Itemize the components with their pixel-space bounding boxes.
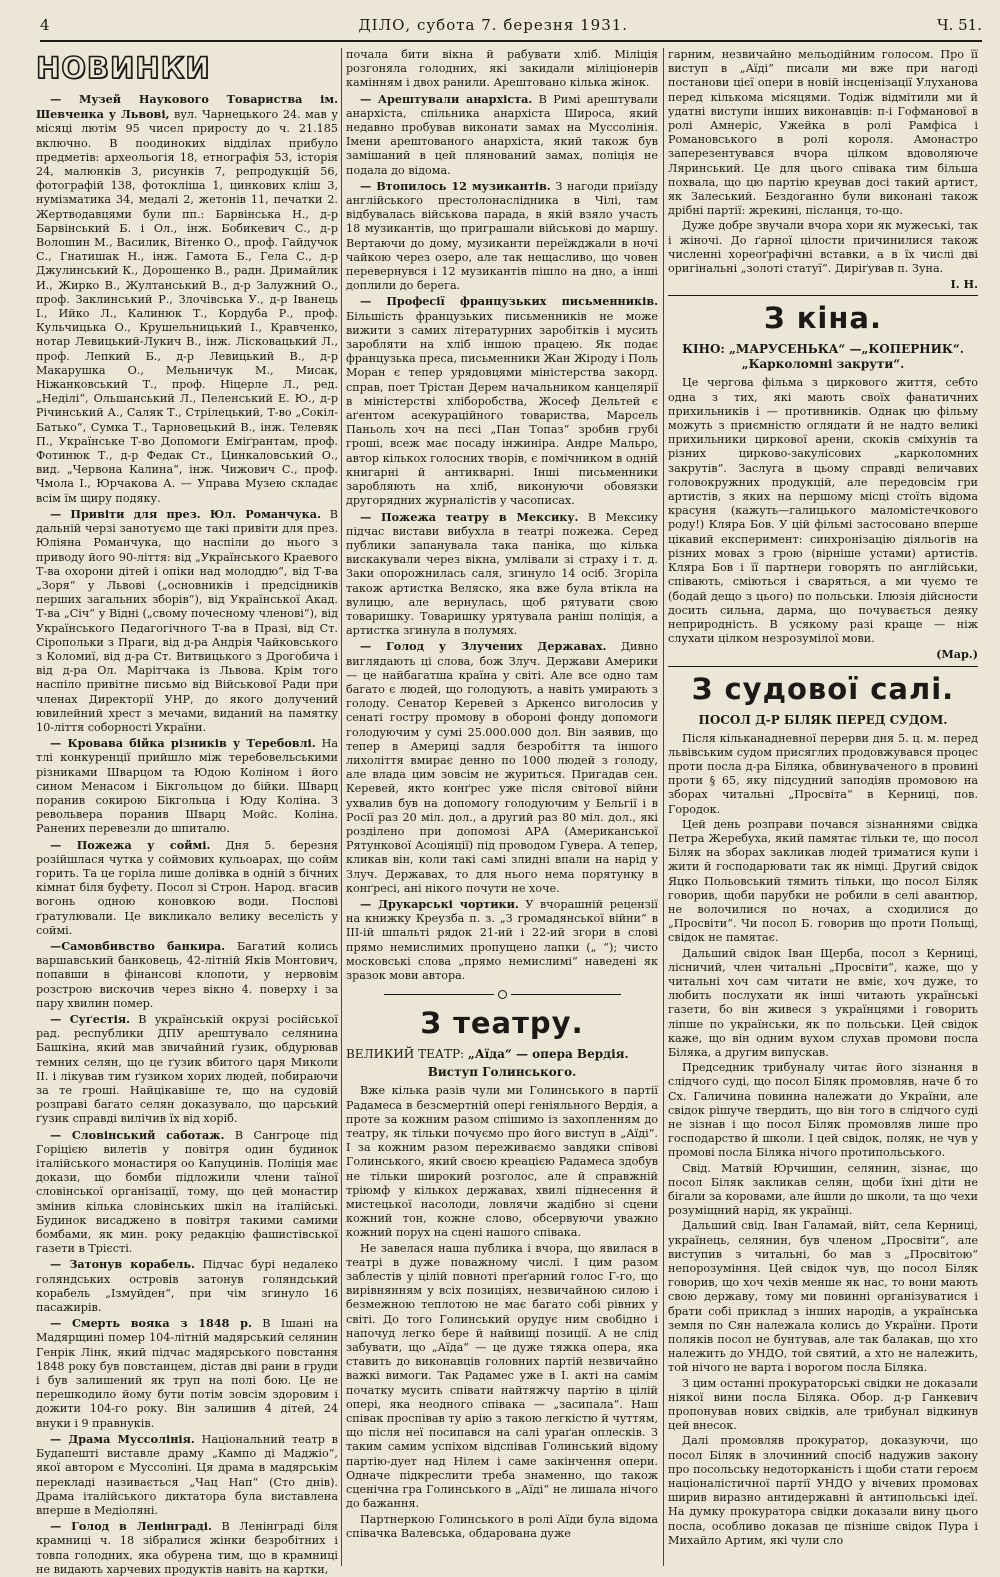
- court-subheading: ПОСОЛ Д-Р БІЛЯК ПЕРЕД СУДОМ.: [698, 712, 948, 727]
- article-paragraph: Дальший свід. Іван Галамай, війт, села Керниці, українець, селянин, був членом „Просвіти“, але виступив з читальні, бо мав з „Просвітою“ непорозуміння. Цей свідок чув, що посол Біляк говорив, що хоч чехів менше як нас, то вони мають свою державу, тому ми повинні організуватися і брати собі приклад з інших народів, а українська земля по Сян належала колись до України. Проти поляків посол не бунтував, але так балакав, що хто належить до УНДО, той святий, а хто не належить, той нічого не варта і ворогом посла Біляка.: [668, 1219, 978, 1375]
- cinema-title-lead: КІНО:: [682, 342, 725, 357]
- article-lead: — Професії французьких письменників.: [360, 294, 658, 309]
- page-number: 4: [40, 16, 50, 34]
- article-paragraph: [36, 1432, 338, 1518]
- article-lead: — Пожежа театру в Мексику.: [360, 509, 579, 524]
- theatre-review: [346, 1084, 658, 1541]
- article-paragraph: З цим останні прокураторські свідки не доказали ніякої вини посла Біляка. Обор. д-р Ганкевич пропонував нових свідків, але трибунал відкинув цей внесок.: [668, 1376, 978, 1433]
- article-lead: — Драма Муссолінія.: [50, 1431, 195, 1446]
- article-lead: — Музей Наукового Товариства ім. Шевченка у Львові,: [36, 92, 338, 122]
- article-paragraph: Председник трибуналу читає його зізнання в слідчого суді, що посол Біляк промовляв, наче б то Сх. Галичина повинна належати до України, але свідок рішуче твердить, що він того в слідчого суді не зізнав і що посол Біляк промовляв лише про господарство й школи. І цей свідок, поляк, не чув у промові посла Біляка нічого протипольського.: [668, 1061, 978, 1160]
- article-lead: — Пожежа у соймі.: [50, 837, 211, 852]
- theatre-signature: І. Н.: [950, 277, 978, 292]
- article-paragraph: Далі промовляв прокуратор, доказуючи, що посол Біляк в злочинний спосіб надужив закону про посольську недоторканість і щоби стати героєм націоналістичної партії УНДО у вічевих промовах ширив виразно антидержавні й антипольські ідеї. На думку прокуратора свідки доказали вину цього посла, особливо доказав це пізніше свідок Пура і Михайло Артим, які чули сло: [668, 1434, 978, 1547]
- article-paragraph: [36, 92, 338, 506]
- article-paragraph: [36, 507, 338, 735]
- article-text: З нагоди приїзду англійського престолонаслідника в Чілі, там відбувалась військова парада, в якій взяло участь 18 музикантів, що приграшали військові до маршу. Вертаючи до дому, музиканти переїжджали в ночі чайкою через озеро, але так нещасливо, що човен перевернувся і 12 музикантів пішло на дно, а інші доплили до берега.: [346, 179, 658, 293]
- article-lead: — Втопилось 12 музикантів.: [360, 178, 551, 193]
- cinema-signature: (Мар.): [936, 647, 978, 662]
- column-rule: [341, 48, 342, 1566]
- article-lead: — Друкарські чортики.: [360, 896, 519, 911]
- article-lead: — Суґестія.: [50, 1012, 131, 1026]
- cinema-title-text: „МАРУСЕНЬКА“ —„КОПЕРНИК“. „Карколомні закрути“.: [729, 342, 964, 372]
- article-paragraph: [36, 838, 338, 938]
- cinema-review: [668, 376, 978, 646]
- article-paragraph: [36, 1257, 338, 1315]
- separator: [668, 295, 978, 296]
- separator: [668, 666, 978, 667]
- article-lead: — Смерть вояка з 1848 р.: [50, 1316, 252, 1331]
- article-paragraph: Це чергова фільма з циркового життя, себто одна з тих, які мають своїх фанатичних прихильників і — противників. Однак цю фільму можуть з приємністю оглядати й не надто великі прихильники циркової арени, скоків сміхунів та різних цирково-закулісових „карколомних закрутів“. Заслуга в цьому справді величавих головокружних продукцій, але передовсім гри артистів, з яких на першому місці стоїть відома красуня (кажуть—галицького маломістечкового роду!) Кляра Бов. У цій фільмі застосовано вперше цікавий експеримент: синхронізацію діяльогів на різних мовах з грою (вірніше устами) артистів. Кляра Бов і її партнери говорять по англійськи, співають, сміються і сваряться, а ми чуємо те (бодай дещо з цього) по польськи. Ілюзія дійсности досить сильна, дарма, що почувається деяку неприродність. В усякому разі краще — ніж слухати цілком незрозумілої мови.: [668, 376, 978, 646]
- article-paragraph: Цей день розправи почався зізнаннями свідка Петра Жеребуха, який памятає тільки те, що посол Біляк на зборах закликав людей триматися купи і жити й господарювати так як німці. Другий свідок Яцко Польовський тямить тільки, що посол Біляк говорив, щоби парубки не робили в селі авантюр, не волочилися по ночах, а сходилися до „Просвіти“. Чи посол Б. говорив що проти Польщі, свідок не памятає.: [668, 817, 978, 945]
- article-paragraph: Дальший свідок Іван Щерба, посол з Керниці, лісничий, член читальні „Просвіти“, каже, що у читальні хоч сам читати не вміє, хоч дуже, то любить послухати як інші читають українські газети, бо він живеся з українцями і говорить ліпше по українськи, як по польськи. Цей свідок каже, що він одним вухом слухав промови посла Біляка, а другим випускав.: [668, 946, 978, 1059]
- article-lead: — Голод у Злучених Державах.: [360, 639, 607, 654]
- article-lead: — Словінський саботаж.: [50, 1127, 225, 1142]
- article-text: Більшість французьких письменників не може вижити з самих літературних заробітків і мусить заробляти на хліб іншою працею. Як подає французька преса, письменники Жан Жіроду і Поль Моран є тепер урядовцями міністерства закорд. справ, поет Трістан Дерем начальником канцелярії в міністерстві хліборобства, Жосеф Дельтей є аґентом асекураційного товариства, Марсель Паньоль хоч на пєсі „Пан Топаз“ зробив грубі гроші, всеж має посаду інжиніра. Андре Мальро, автор кількох голосних творів, є помічником в одній книгарні й антикварні. Інші письменники заробляють на хліб, виконуючи обовязки другорядних журналістів у часописах.: [346, 309, 658, 508]
- column-rule: [663, 48, 664, 1566]
- court-report: [668, 732, 978, 1549]
- article-text: В українській окрузі російської рад. республики ДПУ арештувало селянина Башкіна, який мав звичайний ґузик, обдурював темних селян, що це ґузик вбитого царя Миколи II. і лікував тим ґузиком хорих людей, побираючи за те гроші. Найцікавіше те, що на судовій розправі багато селян доказувало, що царський ґузик справді вилічив їх від хоріб.: [36, 1013, 338, 1126]
- article-text: В Мексику підчас вистави вибухла в театрі пожежа. Серед публики запанувала така паніка, що кілька вискакували через вікна, умлівали зі страху і т. д. Заки опорожнилась саля, згинуло 14 осіб. Згоріла також артистка Веляско, яка вже була втікла на вулицю, але вернулась, щоб рятувати свою товаришку. Товаришку урятувала раніш поліція, а артистка згинула в полумях.: [346, 510, 658, 638]
- article-paragraph: [346, 510, 658, 639]
- article-text: Багатий колись варшавський банковець, 42-літній Яків Монтович, попавши в фінансові клопоти, у нервовім розстрою вискочив через вікно 4. поверху і за пару хвилин помер.: [36, 939, 338, 1010]
- article-paragraph: [346, 92, 658, 178]
- theatre-stage-line: [346, 1047, 658, 1062]
- article-paragraph: Не завелася наша публика і вчора, що явилася в театрі в дуже поважному числі. І цим разом заблестів у цілій повноті преґарний голос Г-го, що вирівнянням у всіх позиціях, незвичайною силою і безмежною теплотою не має багато собі рівних у світі. До того Голинський орудує ним свобідно і напочуд легко бере й найвищі позиції. А не слід забувати, що „Аїда“ — це дуже тяжка опера, яка ставить до виконавців головних партій незвичайно важкі вимоги. Так Радамес уже в І. акті на самім початку мусить співати найтяжчу партію в цілій опері, яка неодного співака — „засипала“. Наш співак проспівав ту арію з такою легкістю й чуттям, що після неї посипався на салі ураґан оплесків. З таким самим успіхом відспівав Голинський відому партію-дует над Нілем і саме закінчення опери. Одначе підкреслити треба знаменно, що також сценічна гра Голинського в „Аїді“ не лишала нічого до бажання.: [346, 1241, 658, 1511]
- article-text: На тлі конкуренції прийшло між теребовельськими різниками Шварцом та Юдою Коліном і його сином Менасом і Бікгольцом до бійки. Шварц поранив сокирою Бікгольца і Юду Коліна. З револьвера поранив Шварц Мойс. Коліна. Ранених перевезли до шпиталю.: [36, 737, 338, 836]
- article-text: вул. Чарнецького 24. мав у місяці лютім 95 чисел приросту до ч. 21.185 включно. В поодиноких відділах прибуло предметів: археольогія 18, етнографія 53, історія 24, малюнків 3, рисунків 7, репродукцій 56, фотографій 138, фотокліша 1, цинкових кліш 3, нумізматика 34, медалі 2, жетонів 11, печатки 2. Жертводавцями були пп.: Барвінська Н., д-р Барвінський Б. і Ол., інж. Бобикевич С., д-р Волошин М., Василик, Вітенко О., проф. Гайдучок С., Гнатишак Н., інж. Гамота Б., Гела С., д-р Джулинський К., Дорошенко В., радн. Дримайлик И., Жирко В., Жултанський В., д-р Залужний О., проф. Заклинський Р., Злочівська У., д-р Іванець І., Ийко Л., Калинюк Т., Кордуба Р., проф. Кульчицька О., Крушельницький І., Кравченко, нотар Левицький-Лукич В., інж. Лісковацький Л., проф. Лепкий Б., д-р Левицький В., д-р Макарушка О., Мельничук М., Мисак, Ніжанковський Т., проф. Ніцерле Л., ред. „Неділі“, Ольшанський Л., Пеленський Е. Ю., д-р Річинський А., Саляк Т., Стрілецький, Т-во „Сокіл-Батько“, Сумка Т., Тарновецький В., інж. Телевяк П., Українське Т-во Допомоги Еміґрантам, проф. Фотинюк Т., д-р Федак Ст., Цинкаловський О., вид. „Червона Калина“, інж. Чижович С., проф. Чмола І., Юрчакова А. — Управа Музею складає всім їм щиру подяку.: [36, 108, 338, 505]
- article-text: В Ленінграді біля крамниці ч. 18 зібралися жінки безробітних і товпа голодних, яка обурена тим, що в крамниці не видають харчевих продуктів навіть на картки,: [36, 1520, 338, 1576]
- article-lead: — Арештували анархіста.: [360, 91, 533, 106]
- article-paragraph: [346, 897, 658, 983]
- article-paragraph: [36, 1316, 338, 1431]
- masthead: [40, 10, 982, 42]
- article-paragraph: Дуже добре звучали вчора хори як мужеські, так і жіночі. До ґарної цілости причинилися також численні хореоґрафічні вставки, а в їх числі дві оригінальні „золоті статуї“. Диріґував п. Зуна.: [668, 219, 978, 276]
- article-paragraph: [346, 48, 658, 91]
- theatre-work: „Аїда“ — опера Вердія.: [467, 1047, 629, 1062]
- issue-number: Ч. 51.: [936, 16, 982, 34]
- article-text: В Ішані на Мадярщині помер 104-літній мадярський селянин Генрік Лінк, який підчас мадярського повстання 1848 року був повстанцем, дістав дві рани в груди і був залишений як труп на полі бою. Це не перешкодило йому бути потім зовсім здоровим і дожити 104-го року. Він залишив 4 дітей, 24 внуки і 9 правнуків.: [36, 1317, 338, 1430]
- article-paragraph: [36, 1012, 338, 1127]
- article-text: Національний театр в Будапешті виставле драму „Кампо ді Маджіо“, якої автором є Муссоліні. Ця драма в мадярськім перекладі називається „Чац Нап“ (Сто днів). Драма італійського диктатора була виставлена вперше в Медіоляні.: [36, 1432, 338, 1517]
- masthead-title: ДІЛО, субота 7. березня 1931.: [358, 16, 629, 34]
- article-paragraph: Після кільканадневної перерви дня 5. ц. м. перед львівським судом присяглих продовжувався процес проти посла д-ра Біляка, обвинуваченого в провині проти § 65, яку підсудний заподіяв промовою на зборах читальні „Просвіта“ в Керниці, пов. Городок.: [668, 731, 978, 816]
- column-news: [36, 48, 338, 1576]
- article-text: В Римі арештували анархіста, спільника анархіста Широса, який недавно пробував виконати замах на Муссолінія. Імени арештованого анархіста, який також був замішаний в цей плянований замах, поліція не подала до відома.: [346, 92, 659, 177]
- article-text: В дальній черзі занотуємо ще такі привіти для през. Юліяна Романчука, що наспіли до нього з приводу його 90-ліття: від „Українського Краевого Т-ва охорони дітей і опіки над молоддю“, від Т-ва „Зоря“ у Львові („основників і предсідників перших загальних зборів“), від Української Акад. Т-ва „Січ“ у Відні („свому почесному членові“), від Українського Педагогічного Т-ва в Празі, від Ст. Сіропольки з Праги, від д-ра Андрія Чайковського з Коломиї, від д-ра Ст. Витвицького з Дрогобича і від д-ра Ол. Марітчака із Львова. Крім того наспіло привітне письмо від Військової Ради при членах Директорії УНР, до якого долучений ювилейний хрест з мечами, виданий на памятку 10-ліття соборності України.: [36, 507, 338, 734]
- article-text: почала бити вікна й рабувати хліб. Міліція розгоняла голодних, які закидали міліціонерів камінням і двох ранили. Арештовано кілька жінок.: [346, 48, 658, 90]
- article-paragraph: гарним, незвичайно мельодійним голосом. Про її виступ в „Аїді“ писали ми вже при нагоді постанови цієї опери в новій інсценізації Улуханова перед кількома місяцями. Тодіж відмітили ми й удатні виступи інших виконавців: п-і Гофманової в ролі Амнеріс, Ужейка в ролі Рамфіса і Романовського в ролі короля. Амонастро заперезентувався вчора цілком вдоволяюче Ляринський. Це для цього співака тим більша похвала, що цю партію креував досі такий артист, як Залеський. Бездоганно були виконані також дрібні партії: жрекині, післанця, то-що.: [668, 48, 978, 218]
- article-paragraph: [36, 1519, 338, 1577]
- article-paragraph: [36, 1128, 338, 1257]
- article-paragraph: Партнеркою Голинського в ролі Аїди була відома співачка Валевська, обдарована дуже: [346, 1512, 658, 1540]
- theatre-subtitle: Виступ Голинського.: [427, 1065, 577, 1080]
- theatre-heading: З театру.: [420, 1006, 584, 1041]
- news-list: [36, 92, 338, 1577]
- column-right: [668, 48, 978, 1566]
- theatre-stage: ВЕЛИКИЙ ТЕАТР:: [346, 1047, 465, 1062]
- news-heading: НОВИНКИ: [36, 51, 211, 85]
- news-list-continued: [346, 48, 658, 983]
- article-paragraph: Свід. Матвій Юрчишин, селянин, зізнає, що посол Біляк закликав селян, щоби їхні діти не бігали за коровами, але йшли до школи, та що чехи розуміщний нарід, як українці.: [668, 1161, 978, 1218]
- article-lead: — Затонув корабель.: [50, 1257, 195, 1272]
- article-lead: — Голод в Ленінграді.: [50, 1519, 212, 1534]
- cinema-title: [668, 342, 978, 372]
- column-middle: [346, 48, 658, 1566]
- theatre-review-continued: [668, 48, 978, 276]
- article-text: В Сангроце під Горіцією вилетів у повітря один будинок італійського монастиря оо Капуцинів. Поліція має докази, що бомби підложили члени таїної словінської організації, тому, що цей монастир змінив кілька словінських шкіл на італійські. Будинок висаджено в повітря такими самими бомбами, як мин. року редакцію фашистівської газети в Трієсті.: [36, 1128, 338, 1256]
- article-lead: — Привіти для през. Юл. Романчука.: [50, 506, 321, 521]
- article-paragraph: [36, 939, 338, 1011]
- article-paragraph: [346, 179, 658, 294]
- article-paragraph: [36, 736, 338, 836]
- article-paragraph: [346, 639, 658, 896]
- cinema-heading: З кіна.: [764, 301, 882, 336]
- article-paragraph: Вже кілька разів чули ми Голинського в партії Радамеса в безсмертній опері геніяльного Вердія, а проте за кожним разом спішимо із захопленням до театру, як тільки почуємо про його виступ в „Аїді“. І за кожним разом переживаємо завдяки співові Голинського, який своєю креацією Радамеса здобув не тільки широкий розголос, але й справжній тріюмф у кількох державах, хвилі піднесення й мистецької насолоди, ловлячи жадібно зі сцени кожний тон, кожне слово, обсервуючи уважно кожний порух на сцені нашого співака.: [346, 1084, 658, 1240]
- article-paragraph: [346, 294, 658, 508]
- court-heading: З судової салі.: [691, 671, 955, 706]
- article-lead: — Кровава бійка різників у Теребовлі.: [50, 736, 316, 751]
- article-text: Дня 5. березня розійшлася чутка у соймових кульоарах, що сойм горить. Та це горіла лише долівка в одній з бічних кімнат біля буфету. Посол зі Строн. Народ. вгасив вогонь одною коновкою води. Послові ґратулювали. Це викликало велику веселість у соймі.: [36, 838, 338, 937]
- separator: [346, 987, 658, 1001]
- article-text: Підчас бурі недалеко голяндських островів затонув голяндський корабель „Ізмуйден“, при чім згинуло 16 пасажирів.: [36, 1258, 338, 1315]
- article-text: Дивно виглядають ці слова, бож Злуч. Держави Америки — це найбагатша країна у світі. Але все одно там багато є людей, що голодують, а навіть умирають з голоду. Сенатор Керевей з Аркенсо виголосив у сенаті гостру промову в обороні фонду допомоги голодуючим у сумі 25.000.000 дол. Він заявив, що тепер в Америці задля безробіття та іншого лихоліття вмирає денно по 1000 людей з голоду, але влада цим зовсім не журиться. Пригадав сен. Керевей, якто конґрес уже після світової війни ухвалив був на допомогу голодуючим у Бельгії і в Росії раз 20 міл. дол., а другий раз 80 міл. дол., які розділено при допомозі АРА (Американської Рятункової Асоціяції) під проводом Гувера. А тепер, кликав він, коли такі самі злидні впали на нарід у Злуч. Державах, то для нього нема порятунку в конґресі, ані нікого почути не хоче.: [346, 640, 658, 895]
- article-lead: —Самовбивство банкира.: [50, 938, 226, 953]
- article-text: У вчорашній рецензії на книжку Креузба п. з. „З громадянської війни“ в III-ій шпальті рядок 21-ий і 22-ий згори в слові прямо немислимих пропущено лапки („ “); чисто московські слова „прямо немислимі“ наведені як зразок мови автора.: [346, 897, 658, 982]
